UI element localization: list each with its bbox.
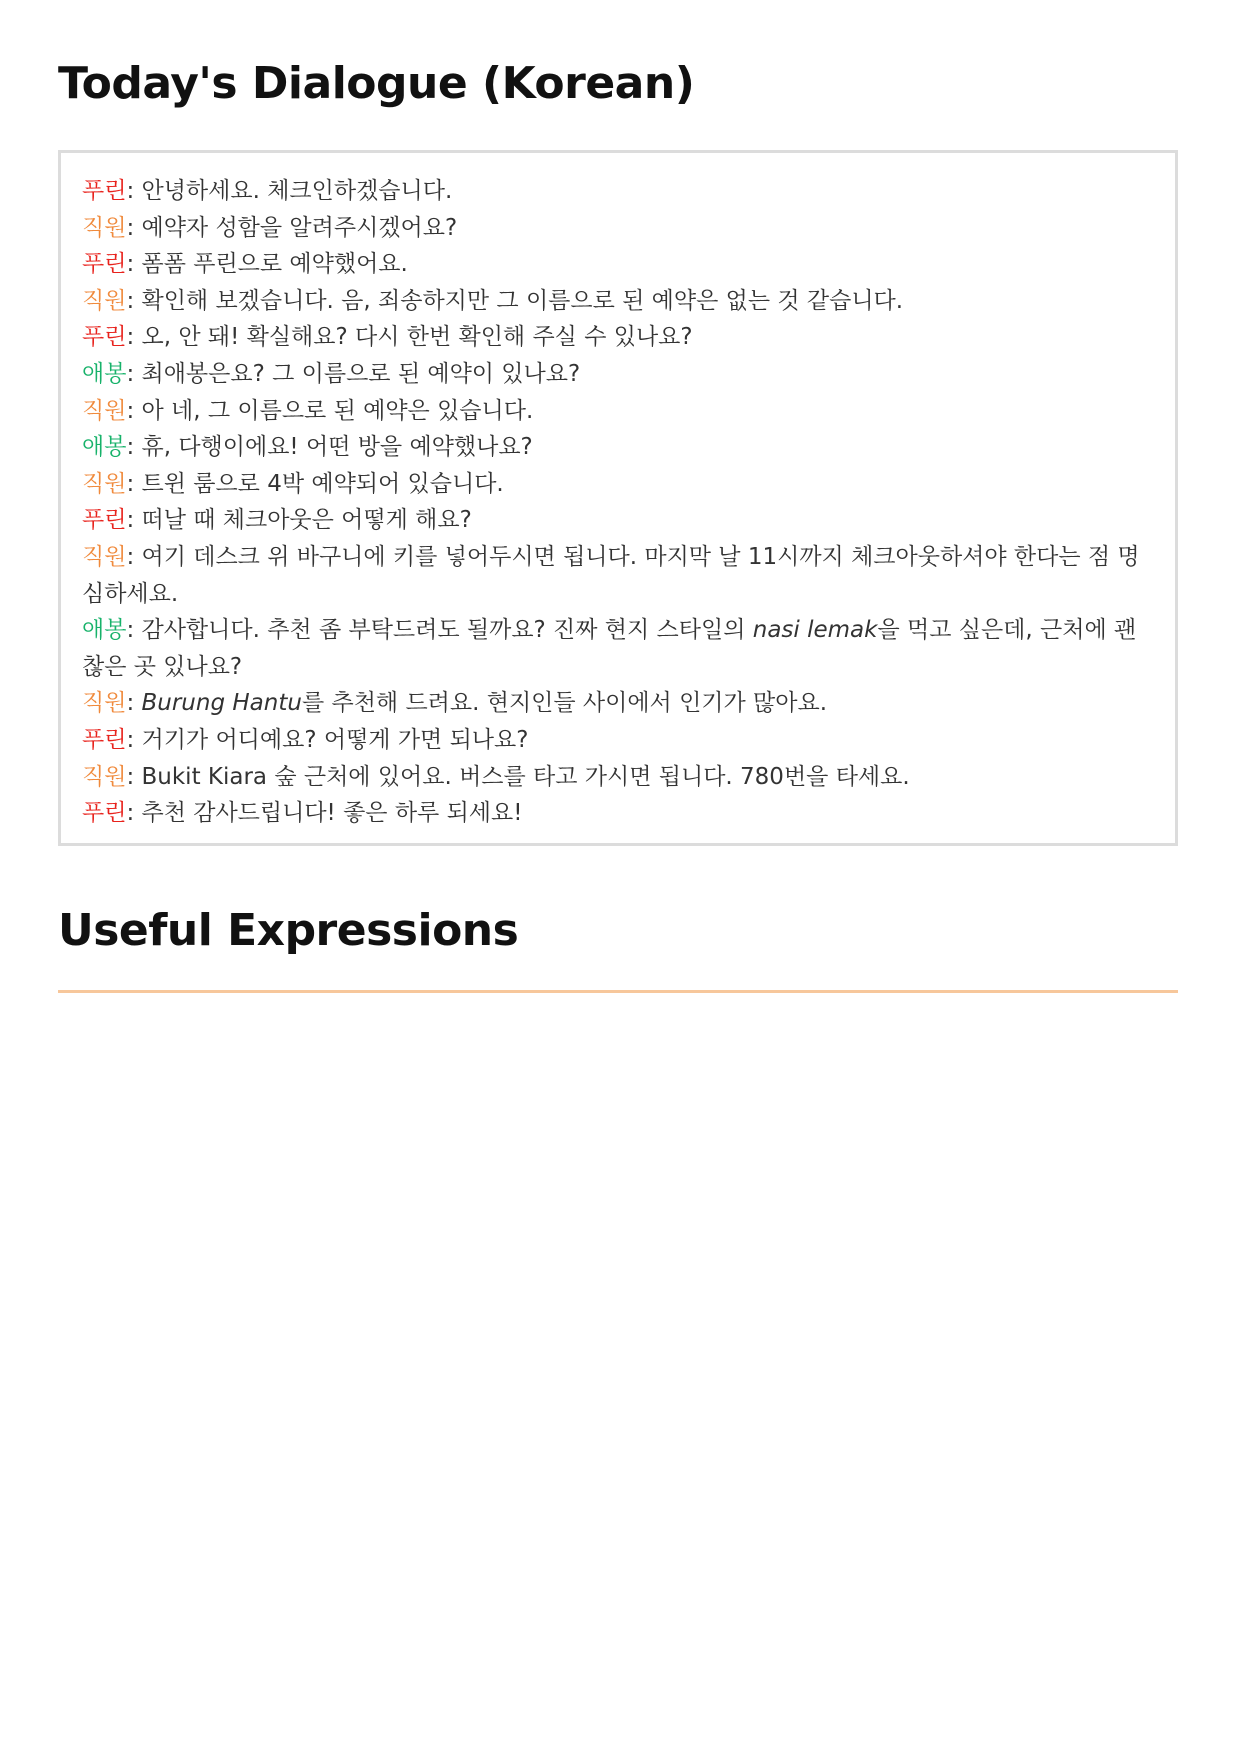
speaker-name: 직원 [82, 214, 127, 241]
speaker-name: 직원 [82, 287, 127, 314]
dialogue-line [82, 393, 1153, 430]
speaker-name: 직원 [82, 543, 127, 570]
dialogue-box [58, 150, 1178, 846]
dialogue-line [82, 539, 1153, 612]
line-text: 을 먹고 싶은데, 근처에 괜찮은 곳 있나요? [82, 617, 1137, 680]
line-text: : 휴, 다행이에요! 어떤 방을 예약했나요? [126, 434, 533, 461]
line-text: : 여기 데스크 위 바구니에 키를 넣어두시면 됩니다. 마지막 날 11시까지 체크아웃하셔야 한다는 점 명심하세요. [82, 543, 1140, 607]
line-text: : 트윈 룸으로 4박 예약되어 있습니다. [126, 470, 504, 497]
dialogue-line [82, 502, 1153, 539]
speaker-name: 직원 [82, 397, 127, 424]
restaurant-name: Burung Hantu [141, 690, 302, 717]
speaker-name: 푸린 [82, 507, 127, 534]
line-text: : [126, 690, 142, 717]
speaker-name: 푸린 [82, 800, 127, 827]
line-text: : 감사합니다. 추천 좀 부탁드려도 될까요? 진짜 현지 스타일의 [126, 617, 753, 644]
dialogue-line [82, 246, 1153, 283]
speaker-name: 직원 [82, 763, 127, 790]
speaker-name: 푸린 [82, 178, 127, 204]
line-text: : 최애봉은요? 그 이름으로 된 예약이 있나요? [126, 360, 581, 387]
line-text: : 오, 안 돼! 확실해요? 다시 한번 확인해 주실 수 있나요? [126, 324, 693, 351]
line-text: : 폼폼 푸린으로 예약했어요. [126, 251, 408, 278]
dialogue-line [82, 722, 1153, 759]
dialogue-line [82, 612, 1153, 685]
dialogue-line [82, 685, 1153, 722]
section-divider [58, 990, 1178, 993]
dialogue-line [82, 173, 1153, 210]
dialogue-line [82, 356, 1153, 393]
dialogue-line [82, 759, 1153, 796]
dialogue-line [82, 319, 1153, 356]
line-text: : 아 네, 그 이름으로 된 예약은 있습니다. [126, 397, 534, 424]
speaker-name: 푸린 [82, 251, 127, 278]
speaker-name: 애봉 [82, 434, 127, 461]
dialogue-line [82, 466, 1153, 503]
line-text: : 추천 감사드립니다! 좋은 하루 되세요! [126, 800, 523, 827]
expressions-heading: Useful Expressions [58, 905, 519, 956]
dialogue-line [82, 429, 1153, 466]
line-text: : 안녕하세요. 체크인하겠습니다. [126, 178, 453, 204]
speaker-name: 직원 [82, 690, 127, 717]
dialogue-heading: Today's Dialogue (Korean) [58, 58, 695, 109]
line-text: : 떠날 때 체크아웃은 어떻게 해요? [126, 507, 472, 534]
line-text: : 확인해 보겠습니다. 음, 죄송하지만 그 이름으로 된 예약은 없는 것 같습니다. [126, 287, 904, 314]
line-text: : 거기가 어디예요? 어떻게 가면 되나요? [126, 726, 529, 753]
dialogue-line [82, 795, 1153, 832]
line-text: : Bukit Kiara 숲 근처에 있어요. 버스를 타고 가시면 됩니다. 780번을 타세요. [126, 763, 910, 790]
speaker-name: 직원 [82, 470, 127, 497]
line-text: : 예약자 성함을 알려주시겠어요? [126, 214, 458, 241]
dish-name: nasi lemak [752, 617, 878, 644]
line-text: 를 추천해 드려요. 현지인들 사이에서 인기가 많아요. [301, 690, 828, 717]
dialogue-line [82, 210, 1153, 247]
speaker-name: 푸린 [82, 726, 127, 753]
speaker-name: 애봉 [82, 617, 127, 644]
speaker-name: 애봉 [82, 360, 127, 387]
speaker-name: 푸린 [82, 324, 127, 351]
dialogue-line [82, 283, 1153, 320]
